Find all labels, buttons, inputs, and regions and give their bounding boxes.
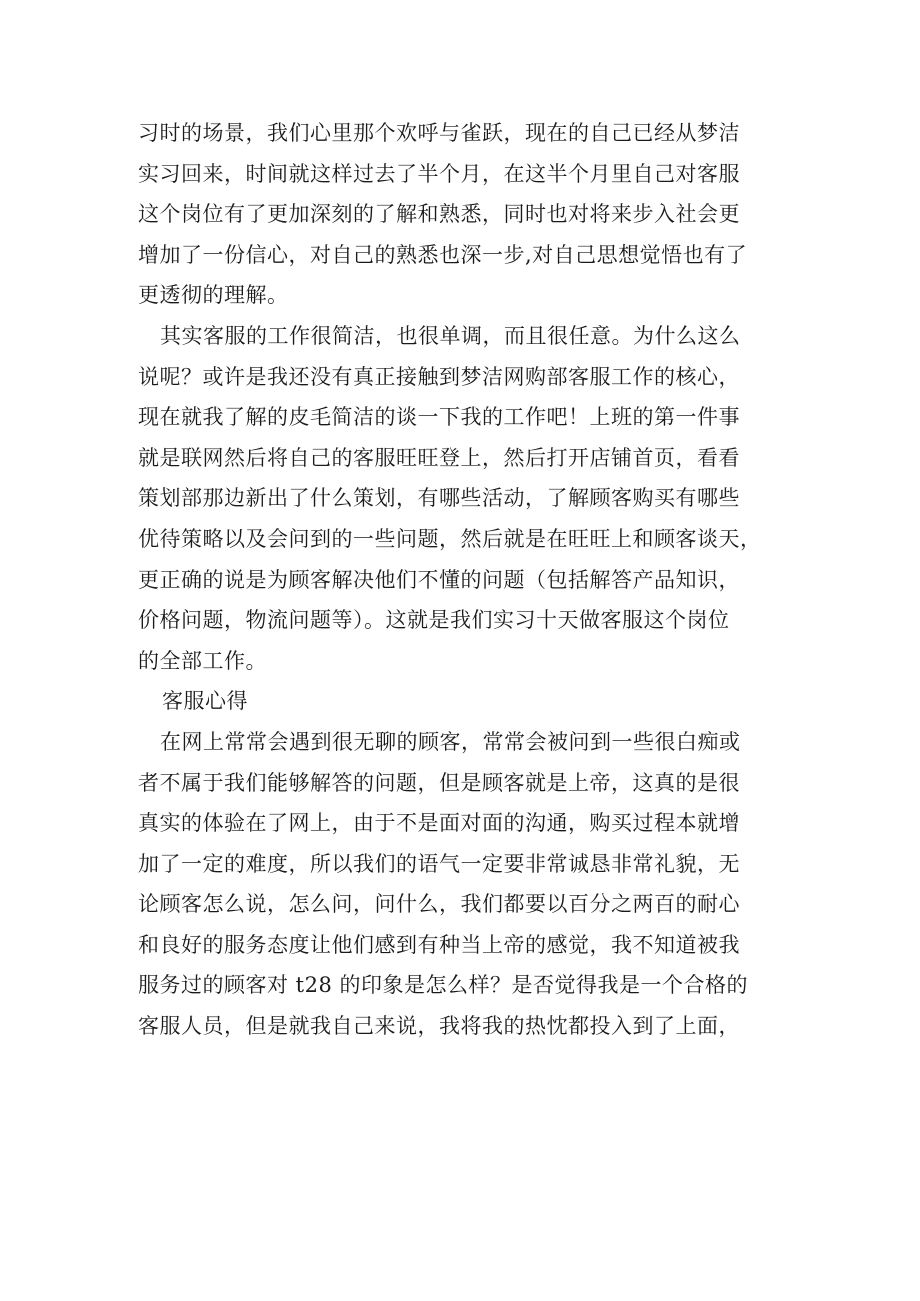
text-line: 和良好的服务态度让他们感到有种当上帝的感觉，我不知道被我 <box>138 932 740 957</box>
text-line: 的全部工作。 <box>138 648 267 673</box>
text-line: 更透彻的理解。 <box>138 283 289 308</box>
text-line: 更正确的说是为顾客解决他们不懂的问题（包括解答产品知识， <box>138 567 740 592</box>
text-line: 这个岗位有了更加深刻的了解和熟悉，同时也对将来步入社会更 <box>138 202 740 227</box>
text-line: 服务过的顾客对 t28 的印象是怎么样？是否觉得我是一个合格的 <box>138 973 749 998</box>
text-line: 增加了一份信心，对自己的熟悉也深一步,对自己思想觉悟也有了 <box>138 242 748 267</box>
text-line: 习时的场景，我们心里那个欢呼与雀跃，现在的自己已经从梦洁 <box>138 121 740 145</box>
text-line: 就是联网然后将自己的客服旺旺登上，然后打开店铺首页，看看 <box>138 445 740 470</box>
paragraph-start-line: 其实客服的工作很简洁，也很单调，而且很任意。为什么这么 <box>160 323 741 348</box>
text-line: 现在就我了解的皮毛简洁的谈一下我的工作吧！上班的第一件事 <box>138 405 740 430</box>
text-line: 真实的体验在了网上，由于不是面对面的沟通，购买过程本就增 <box>138 811 740 836</box>
text-line: 价格问题，物流问题等）。这就是我们实习十天做客服这个岗位 <box>138 608 730 633</box>
text-line: 优待策略以及会问到的一些问题，然后就是在旺旺上和顾客谈天， <box>138 526 762 551</box>
paragraph-start-line: 在网上常常会遇到很无聊的顾客，常常会被问到一些很白痴或 <box>160 729 741 754</box>
text-line: 加了一定的难度，所以我们的语气一定要非常诚恳非常礼貌，无 <box>138 851 740 876</box>
text-line: 说呢？或许是我还没有真正接触到梦洁网购部客服工作的核心， <box>138 364 740 389</box>
text-line: 论顾客怎么说，怎么问，问什么，我们都要以百分之两百的耐心 <box>138 892 740 917</box>
text-line: 策划部那边新出了什么策划，有哪些活动，了解顾客购买有哪些 <box>138 486 740 511</box>
text-line: 者不属于我们能够解答的问题，但是顾客就是上帝，这真的是很 <box>138 770 740 795</box>
document-body <box>138 113 798 1047</box>
text-line: 实习回来，时间就这样过去了半个月，在这半个月里自己对客服 <box>138 161 740 186</box>
section-heading: 客服心得 <box>162 689 248 714</box>
text-line: 客服人员，但是就我自己来说，我将我的热忱都投入到了上面， <box>138 1014 740 1039</box>
